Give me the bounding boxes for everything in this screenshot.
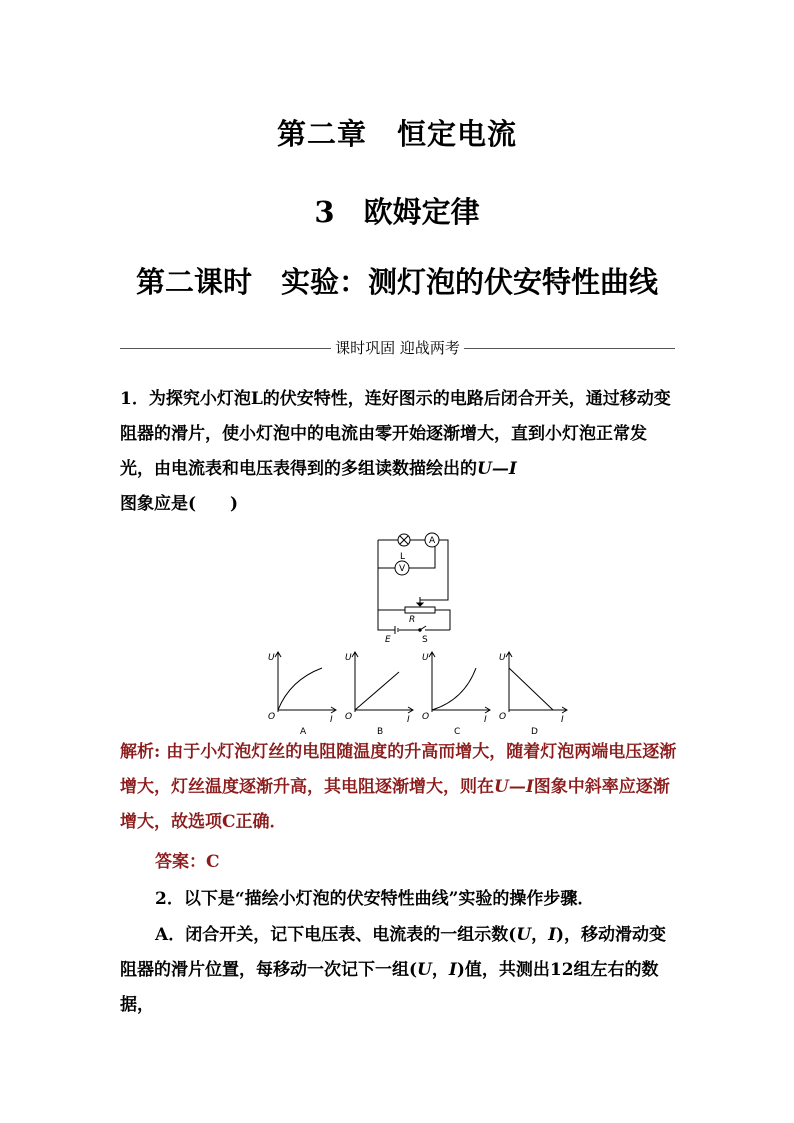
lesson-title: 第二课时 实验：测灯泡的伏安特性曲线 [135, 265, 658, 299]
question-1-analysis: 解析: 由于小灯泡灯丝的电阻随温度的升高而增大，随着灯泡两端电压逐渐增大，灯丝温度逐渐升高，其电阻逐渐增大，则在U—I图象中斜率应逐渐增大，故选项C正确． [120, 742, 677, 832]
switch-node [419, 629, 421, 631]
graph-origin-label: O [422, 712, 430, 722]
graph-option-label: A [300, 727, 307, 737]
graph-u-label: U [345, 653, 352, 663]
graph-i-label: I [561, 715, 564, 725]
analysis-label: 解析 [120, 742, 154, 762]
graph-option-b [345, 652, 413, 737]
graph-i-label: I [330, 715, 333, 725]
question-2-stem: 2．以下是“描绘小灯泡的伏安特性曲线”实验的操作步骤． [155, 889, 595, 909]
graph-u-label: U [499, 653, 506, 663]
divider-label: 课时巩固 迎战两考 [331, 339, 464, 357]
graph-origin-label: O [268, 712, 276, 722]
answer-value: ：C [189, 852, 220, 872]
rheostat-label: R [409, 615, 416, 625]
section-title: 3 欧姆定律 [314, 195, 480, 229]
battery-label: E [385, 635, 391, 645]
graph-option-c [422, 652, 490, 737]
graph-origin-label: O [499, 712, 507, 722]
graph-axes [429, 652, 490, 713]
graph-i-label: I [484, 715, 487, 725]
graph-option-label: B [377, 727, 384, 737]
question-2-step-a: A．闭合开关，记下电压表、电流表的一组示数(U，I)，移动滑动变阻器的滑片位置，每移动一次记下一组(U，I)值，共测出12组左右的数据， [120, 925, 667, 1015]
graph-axes [506, 652, 567, 713]
voltmeter-label: V [399, 564, 406, 574]
section-divider [120, 338, 675, 358]
graph-option-label: C [454, 727, 461, 737]
question-1-figure [260, 530, 564, 740]
graph-curve [509, 668, 553, 710]
answer-label: 答案 [155, 852, 189, 872]
graph-axes [352, 652, 413, 713]
question-1-stem: 1．为探究小灯泡L的伏安特性，连好图示的电路后闭合开关，通过移动变阻器的滑片，使小灯泡中的电流由零开始逐渐增大，直到小灯泡正常发光，由电流表和电压表得到的多组读数描绘出的U—I 图象应是( ) [120, 389, 671, 514]
graph-u-label: U [268, 653, 275, 663]
graph-curve [432, 668, 476, 710]
ammeter-label: A [429, 536, 436, 546]
graph-option-label: D [531, 727, 538, 737]
switch-label: S [422, 635, 428, 645]
graph-axes [275, 652, 336, 713]
graph-option-d [499, 652, 567, 737]
circuit-wire [378, 625, 450, 630]
graph-option-a [268, 652, 336, 737]
graph-curve [278, 668, 322, 710]
graph-i-label: I [407, 715, 410, 725]
graph-curve [355, 672, 399, 710]
graph-u-label: U [422, 653, 429, 663]
battery-symbol [395, 626, 398, 634]
chapter-title: 第二章 恒定电流 [276, 117, 517, 151]
slider-arrow [417, 603, 423, 606]
question-1-answer [155, 845, 715, 880]
rheostat [405, 607, 435, 613]
lamp-label: L [400, 552, 406, 562]
graph-origin-label: O [345, 712, 353, 722]
option-graphs [268, 652, 567, 737]
